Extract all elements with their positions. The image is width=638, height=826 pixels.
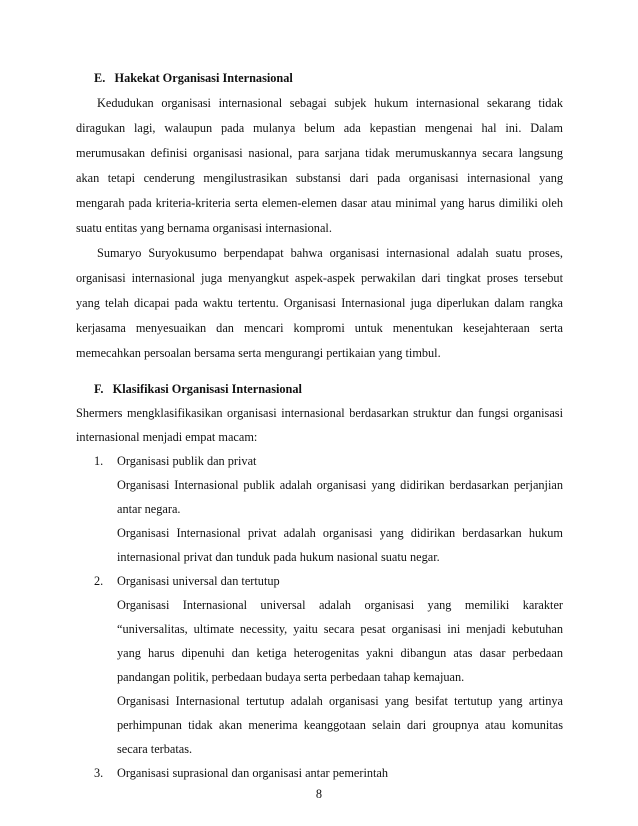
list-item-line: yang harus dipenuhi dan ketiga heterogenitas yakni dibangun atas dasar perbedaan (117, 646, 563, 660)
paragraph-line: memecahkan persoalan bersama serta mengurangi pertikaian yang timbul. (76, 346, 441, 360)
page-number: 8 (315, 787, 323, 801)
paragraph-line: yang telah dicapai pada waktu tertentu. Organisasi Internasional juga diperlukan dalam rangka (76, 296, 563, 310)
paragraph-line: Kedudukan organisasi internasional sebagai subjek hukum internasional sekarang tidak (97, 96, 563, 110)
paragraph-line: mengarah pada kriteria-kriteria serta elemen-elemen dasar atau minimal yang harus dimiliki oleh (76, 196, 563, 210)
paragraph-line: diragukan lagi, walaupun pada mulanya belum ada kepastian mengenai hal ini. Dalam (76, 121, 563, 135)
paragraph-line: kerjasama menyesuaikan dan mencari kompromi untuk menentukan kesejahteraan serta (76, 321, 563, 335)
list-item-title: Organisasi suprasional dan organisasi antar pemerintah (117, 766, 389, 780)
list-item-number: 1. (94, 454, 104, 468)
paragraph-line: internasional menjadi empat macam: (76, 430, 258, 444)
section-f-heading: F. Klasifikasi Organisasi Internasional (94, 382, 302, 396)
list-item-line: Organisasi Internasional universal adalah organisasi yang memiliki karakter (117, 598, 563, 612)
list-item-line: antar negara. (117, 502, 181, 516)
paragraph-line: organisasi internasional juga menyangkut aspek-aspek perwakilan dari tingkat proses tersebut (76, 271, 563, 285)
list-item-line: internasional privat dan tunduk pada hukum nasional suatu negar. (117, 550, 440, 564)
list-item-line: Organisasi Internasional privat adalah organisasi yang didirikan berdasarkan hukum (117, 526, 563, 540)
list-item-line: perhimpunan tidak akan menerima keanggotaan selain dari groupnya atau komunitas (117, 718, 563, 732)
paragraph-line: suatu entitas yang bernama organisasi internasional. (76, 221, 332, 235)
paragraph-line: merumusakan definisi organisasi nasional, para sarjana tidak merumuskannya secara langsung (76, 146, 563, 160)
paragraph-line: akan tetapi cenderung mengilustrasikan substansi dari pada organisasi internasional yang (76, 171, 563, 185)
list-item-number: 3. (94, 766, 104, 780)
list-item-line: pandangan politik, perbedaan budaya serta perbedaan tahap kemajuan. (117, 670, 465, 684)
list-item-line: “universalitas, ultimate necessity, yaitu secara pesat organisasi ini menjadi kebutuhan (117, 622, 563, 636)
list-item-title: Organisasi publik dan privat (117, 454, 257, 468)
paragraph-line: Sumaryo Suryokusumo berpendapat bahwa organisasi internasional adalah suatu proses, (97, 246, 563, 260)
list-item-line: Organisasi Internasional tertutup adalah organisasi yang besifat tertutup yang artinya (117, 694, 563, 708)
paragraph-line: Shermers mengklasifikasikan organisasi internasional berdasarkan struktur dan fungsi organisasi (76, 406, 563, 420)
list-item-number: 2. (94, 574, 104, 588)
section-e-heading: E. Hakekat Organisasi Internasional (94, 71, 293, 85)
list-item-line: secara terbatas. (117, 742, 193, 756)
list-item-line: Organisasi Internasional publik adalah organisasi yang didirikan berdasarkan perjanjian (117, 478, 563, 492)
list-item-title: Organisasi universal dan tertutup (117, 574, 280, 588)
